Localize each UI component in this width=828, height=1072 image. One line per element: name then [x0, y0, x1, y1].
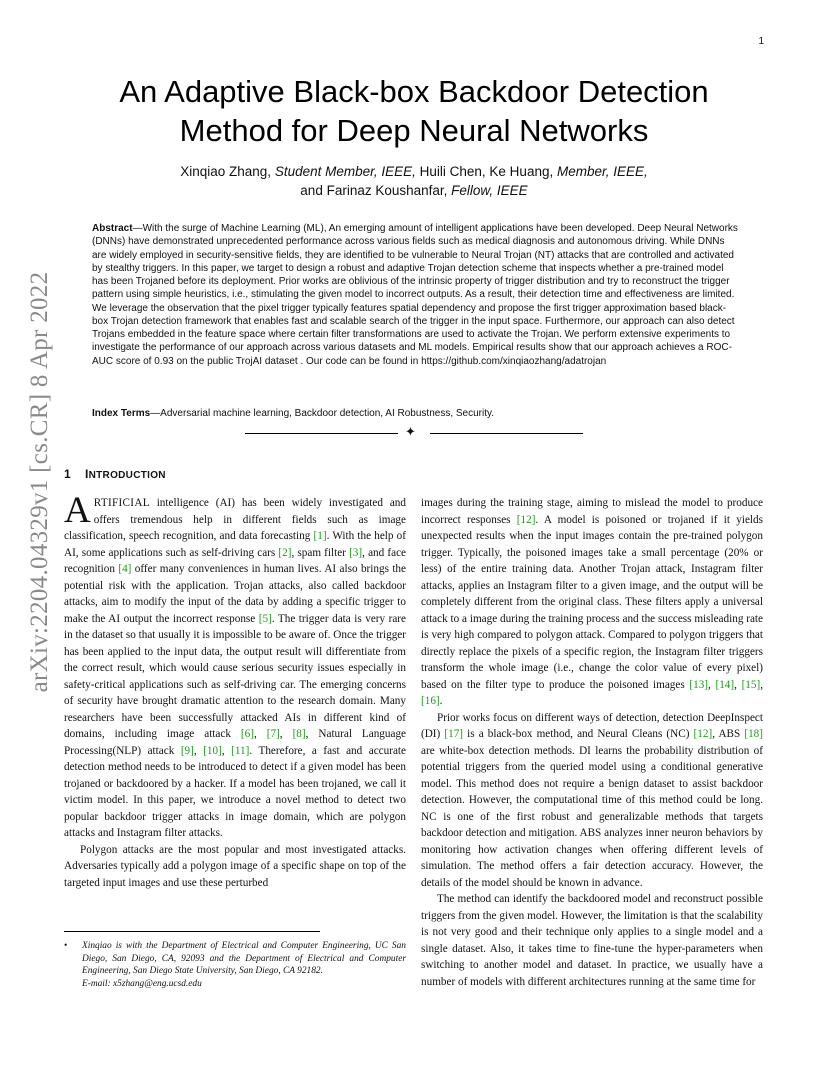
citation-link[interactable]: [3] — [349, 546, 363, 559]
intro-paragraph-2: Polygon attacks are the most popular and most investigated attacks. Adversaries typically add a polygon image of a specific shape on top of the targeted input images and use these perturbed — [64, 843, 406, 889]
index-terms-label: Index Terms — [92, 408, 151, 419]
text-run: intelligence (AI) has been widely investigated and offers tremendous help in different fields such as image classification, speech recognition, and data forecasting — [64, 497, 406, 542]
citation-link[interactable]: [2] — [278, 546, 292, 559]
author-names-1: Xinqiao Zhang, — [180, 164, 275, 179]
index-terms-text: —Adversarial machine learning, Backdoor detection, AI Robustness, Security. — [150, 408, 495, 419]
author-names-2: Huili Chen, Ke Huang, — [415, 164, 557, 179]
author-names-3: and Farinaz Koushanfar, — [300, 183, 452, 198]
title-line-1: An Adaptive Black-box Backdoor Detection — [119, 74, 709, 109]
citation-link[interactable]: [17] — [444, 728, 464, 740]
citation-link[interactable]: [10] — [203, 744, 222, 757]
footnote-rule — [64, 931, 320, 932]
arxiv-id-text: arXiv:2204.04329v1 [cs.CR] 8 Apr 2022 — [26, 271, 53, 692]
citation-link[interactable]: [5] — [258, 612, 272, 625]
text-run: Prior works focus on different ways of detection, detection DeepInspect (DI) — [421, 711, 763, 740]
citation-link[interactable]: [12] — [693, 728, 713, 740]
text-run: are white-box detection methods. DI learns the probability distribution of potential triggers from the queried model using a conditional generative model. This method does not require a benign dataset to assist backdoor detection. However, the computational time of this method could be long. NC is one of the first robust and generalizable methods that targets backdoor detection and mitigation. ABS analyzes inner neuron behaviors by monitoring how activation changes when offering different levels of simulation. The method offers a fair detection accuracy. However, the details of the model should be known in advance. — [421, 744, 763, 889]
page-number: 1 — [758, 36, 764, 47]
footnote-bullet: • — [64, 941, 68, 951]
citation-link[interactable]: [4] — [118, 563, 132, 575]
intro-paragraph-5: The method can identify the backdoored model and reconstruct possible triggers from the given model. However, the limitation is that the scalability is not very good and their technique only applies to a single model and a single dataset. Also, it takes time to fine-tune the hyper-parameters when switching to another model and dataset. In practice, we usually have a number of models with different architectures running at the same time for — [421, 893, 763, 988]
text-run: , — [221, 744, 232, 757]
author-role-2: Member, IEEE, — [556, 164, 648, 179]
intro-paragraph-3 — [421, 495, 763, 710]
section-title-rest: NTRODUCTION — [88, 470, 166, 481]
citation-link[interactable]: [13] — [689, 678, 709, 691]
citation-link[interactable]: [9] — [180, 744, 194, 757]
text-run: images during the training stage, aiming to mislead the model to produce incorrect responses — [421, 497, 763, 526]
author-role-1: Student Member, IEEE, — [274, 164, 416, 179]
paper-title — [100, 72, 728, 150]
citation-link[interactable]: [6] — [240, 728, 254, 740]
title-line-2: Method for Deep Neural Networks — [179, 113, 649, 148]
citation-link[interactable]: [1] — [313, 530, 327, 542]
index-terms — [92, 407, 738, 420]
divider-line-right — [430, 433, 583, 434]
citation-link[interactable]: [7] — [266, 728, 280, 740]
citation-link[interactable]: [15] — [741, 678, 761, 691]
section-heading — [64, 467, 166, 481]
text-run: . — [439, 695, 443, 707]
intro-paragraph-1 — [64, 490, 407, 842]
smallcaps-lead: RTIFICIAL — [93, 497, 150, 509]
text-run: . With the help of AI, some applications such as self-driving cars — [64, 530, 407, 559]
text-run: . A model is poisoned or trojaned if it yields unexpected results when the input images contain the pre-trained polygon trigger. Typically, the poisoned images take a small percentage (20% or less) of the entire training data. Another Trojan attack, Instagram filter attacks, applies an Instagram filter to a given image, and the output will be completely different from the original class. These filters apply a universal attack to a image during the training process and the success misleading rate is very high compared to polygon attack. Compared to polygon triggers that directly replace the pixels of a specific region, the Instagram filter triggers transform the whole image (i.e., change the color value of every pixel) based on the filter type to produce the poisoned images — [421, 513, 763, 691]
intro-paragraph-4 — [421, 710, 763, 892]
arxiv-side-identifier — [14, 271, 66, 692]
text-run: , — [708, 678, 716, 691]
text-run: , — [193, 744, 204, 757]
text-run: is a black-box method, and Neural Cleans (NC) — [463, 728, 694, 740]
text-run: , and face recognition — [64, 546, 407, 575]
text-run: , — [760, 678, 763, 691]
author-list — [90, 162, 738, 200]
section-number: 1 — [64, 467, 71, 481]
divider-line-left — [245, 433, 398, 434]
abstract — [92, 222, 738, 368]
citation-link[interactable]: [14] — [715, 678, 735, 691]
text-run: . Therefore, a fast and accurate detection method needs to be introduced to detect if a given model has been trojaned or backdoored by a hacker. If a model has been trojaned, we call it victim model. In this paper, we introduce a novel method to detect two popular backdoor trigger attacks in image domain, which are polygon attacks and Instagram filter attacks. — [64, 744, 407, 839]
text-run: offer many conveniences in human lives. AI also brings the potential risk with the application. Trojan attacks, also called backdoor attacks, aim to modify the input of the data by adding a specific trigger to make the AI output the incorrect response — [64, 563, 406, 625]
text-run: , Natural Language Processing(NLP) attack — [64, 728, 407, 757]
section-divider — [245, 425, 583, 440]
right-column — [421, 495, 763, 990]
citation-link[interactable]: [11] — [231, 744, 250, 757]
citation-link[interactable]: [16] — [421, 695, 440, 707]
footnote-email: E-mail: x5zhang@eng.ucsd.edu — [82, 978, 202, 989]
left-column — [64, 490, 407, 891]
author-role-3: Fellow, IEEE — [451, 183, 528, 198]
section-title-initial: I — [84, 467, 89, 481]
footnote — [64, 940, 406, 990]
text-run: , spam filter — [291, 546, 350, 559]
abstract-text: —With the surge of Machine Learning (ML), An emerging amount of intelligent applications have been developed. Deep Neural Networks (DNNs) have demonstrated unprecedented performance across various fields such as medical diagnosis and autonomous driving. While DNNs are widely employed in security-sensitive fields, they are identified to be vulnerable to Neural Trojan (NT) attacks that are controlled and activated by stealthy triggers. In this paper, we target to design a robust and adaptive Trojan detection scheme that inspects whether a pre-trained model has been Trojaned before its deployment. Prior works are oblivious of the intrinsic property of trigger distribution and try to reconstruct the trigger pattern using simple heuristics, i.e., stimulating the given model to incorrect outputs. As a result, their detection time and effectiveness are limited. We leverage the observation that the pixel trigger typically features spatial dependency and propose the first trigger approximation based black-box Trojan detection framework that enables fast and scalable search of the trigger in the input space. Furthermore, our approach can also detect Trojans embedded in the feature space where certain filter transformations are used to activate the Trojan. We perform extensive experiments to investigate the performance of our approach across various datasets and ML models. Empirical results show that our approach achieves a ROC-AUC score of 0.93 on the public TrojAI dataset . Our code can be found in https://github.com/xinqiaozhang/adatrojan — [92, 223, 738, 367]
text-run: , — [253, 728, 267, 740]
divider-star-icon: ✦ — [405, 425, 416, 440]
text-run: , — [279, 728, 293, 740]
abstract-label: Abstract — [92, 223, 133, 234]
citation-link[interactable]: [8] — [292, 728, 306, 740]
citation-link[interactable]: [12] — [516, 513, 536, 526]
drop-cap: A — [64, 490, 91, 531]
text-run: , ABS — [712, 728, 745, 740]
text-run: . The trigger data is very rare in the dataset so that usually it is impossible to be aware of. Once the trigger has been applied to the input data, the output result will differentiate from the correct result, which would cause serious security issues especially in safety-critical applications such as self-driving car. The emerging concerns of security have brought dramatic attention to the research domain. Many researchers have been successfully attacked AIs in different kind of domains, including image attack — [64, 612, 406, 740]
footnote-affiliation: Xinqiao is with the Department of Electrical and Computer Engineering, UC San Diego, San Diego, CA, 92093 and the Department of Electrical and Computer Engineering, San Diego State University, San Diego, CA 92182. — [82, 941, 406, 976]
text-run: , — [734, 678, 742, 691]
citation-link[interactable]: [18] — [744, 728, 763, 740]
